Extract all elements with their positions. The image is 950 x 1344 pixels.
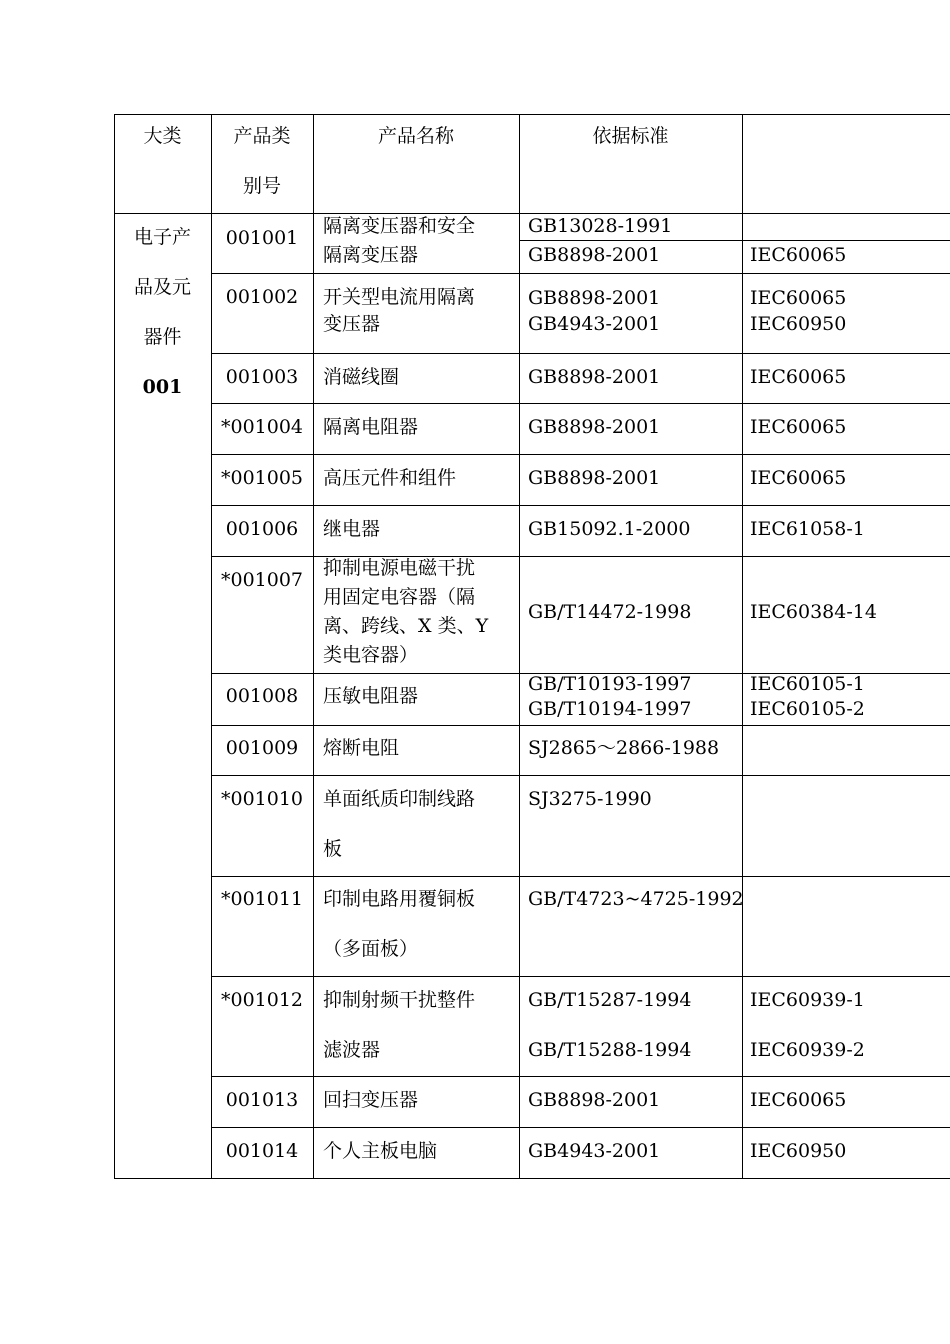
product-name: 消磁线圈 [323, 366, 400, 388]
iec-standard: IEC60939-2 [750, 1039, 865, 1061]
product-name: （多面板） [323, 938, 419, 960]
iec-standard: IEC60065 [750, 1089, 847, 1111]
row-rule [519, 240, 950, 241]
row-rule [211, 353, 950, 354]
row-rule [211, 505, 950, 506]
product-name: 变压器 [323, 313, 381, 335]
row-rule [211, 403, 950, 404]
iec-standard: IEC60384-14 [750, 601, 877, 623]
product-name: 个人主板电脑 [323, 1140, 438, 1162]
gb-standard: GB8898-2001 [528, 467, 661, 489]
product-name: 板 [323, 838, 343, 860]
iec-standard: IEC60065 [750, 467, 847, 489]
iec-standard: IEC60065 [750, 244, 847, 266]
header-type-no: 别号 [242, 175, 281, 197]
type-no: *001005 [220, 467, 304, 489]
iec-standard: IEC60939-1 [750, 989, 865, 1011]
product-name: 隔离变压器 [323, 244, 419, 266]
header-type-no: 产品类 [233, 125, 291, 147]
row-rule [211, 1127, 950, 1128]
product-name: 高压元件和组件 [323, 467, 457, 489]
iec-standard: IEC60065 [750, 416, 847, 438]
gb-standard: GB8898-2001 [528, 366, 661, 388]
gb-standard: GB8898-2001 [528, 416, 661, 438]
product-name: 继电器 [323, 518, 381, 540]
type-no: *001012 [220, 989, 304, 1011]
category-label: 品及元 [133, 276, 191, 298]
iec-standard: IEC60105-2 [750, 698, 865, 720]
gb-standard: GB4943-2001 [528, 1140, 661, 1162]
product-name: 隔离电阻器 [323, 416, 419, 438]
type-no: *001004 [220, 416, 304, 438]
gb-standard: GB/T15287-1994 [528, 989, 692, 1011]
product-name: 类电容器） [323, 644, 419, 666]
column-rule [742, 114, 743, 1179]
product-name: 隔离变压器和安全 [323, 215, 476, 237]
product-name: 开关型电流用隔离 [323, 286, 476, 308]
product-name: 滤波器 [323, 1039, 381, 1061]
row-rule [211, 876, 950, 877]
type-no: 001002 [225, 286, 299, 308]
product-name: 印制电路用覆铜板 [323, 888, 476, 910]
gb-standard: GB8898-2001 [528, 244, 661, 266]
gb-standard: GB8898-2001 [528, 287, 661, 309]
iec-standard: IEC60065 [750, 287, 847, 309]
row-rule [211, 454, 950, 455]
gb-standard: SJ3275-1990 [528, 788, 652, 810]
column-rule [519, 114, 520, 1179]
iec-standard: IEC60950 [750, 313, 847, 335]
header-category: 大类 [143, 125, 182, 147]
gb-standard: GB15092.1-2000 [528, 518, 691, 540]
type-no: 001003 [225, 366, 299, 388]
product-name: 单面纸质印制线路 [323, 788, 476, 810]
column-rule [211, 114, 212, 1179]
row-rule [211, 976, 950, 977]
product-name: 用固定电容器（隔 [323, 586, 476, 608]
iec-standard: IEC61058-1 [750, 518, 865, 540]
header-standard: 依据标准 [592, 125, 669, 147]
gb-standard: GB8898-2001 [528, 1089, 661, 1111]
product-name: 熔断电阻 [323, 737, 400, 759]
type-no: *001011 [220, 888, 304, 910]
table-border-bottom [114, 1178, 950, 1179]
iec-standard: IEC60105-1 [750, 673, 865, 695]
category-label: 器件 [143, 326, 182, 348]
product-name: 回扫变压器 [323, 1089, 419, 1111]
type-no: *001007 [220, 569, 304, 591]
category-label: 电子产 [133, 226, 191, 248]
column-rule [313, 114, 314, 1179]
header-product-name: 产品名称 [377, 125, 454, 147]
table-border-left [114, 114, 115, 1179]
product-name: 抑制电源电磁干扰 [323, 557, 476, 579]
product-name: 离、跨线、X 类、Y [323, 615, 489, 637]
row-rule [211, 273, 950, 274]
type-no: 001014 [225, 1140, 299, 1162]
type-no: 001006 [225, 518, 299, 540]
gb-standard: SJ2865～2866-1988 [528, 737, 720, 759]
gb-standard: GB/T10193-1997 [528, 673, 692, 695]
gb-standard: GB/T15288-1994 [528, 1039, 692, 1061]
table-border-top [114, 114, 950, 115]
gb-standard: GB/T10194-1997 [528, 698, 692, 720]
iec-standard: IEC60065 [750, 366, 847, 388]
row-rule [211, 556, 950, 557]
row-rule [211, 1076, 950, 1077]
gb-standard: GB4943-2001 [528, 313, 661, 335]
header-bottom-rule [114, 213, 950, 214]
row-rule [211, 775, 950, 776]
type-no: 001001 [225, 227, 299, 249]
product-name: 压敏电阻器 [323, 685, 419, 707]
gb-standard: GB/T4723~4725-1992 [528, 888, 744, 910]
type-no: 001009 [225, 737, 299, 759]
type-no: *001010 [220, 788, 304, 810]
gb-standard: GB13028-1991 [528, 215, 673, 237]
iec-standard: IEC60950 [750, 1140, 847, 1162]
gb-standard: GB/T14472-1998 [528, 601, 692, 623]
row-rule [211, 725, 950, 726]
type-no: 001008 [225, 685, 299, 707]
product-name: 抑制射频干扰整件 [323, 989, 476, 1011]
category-code: 001 [142, 376, 183, 398]
type-no: 001013 [225, 1089, 299, 1111]
